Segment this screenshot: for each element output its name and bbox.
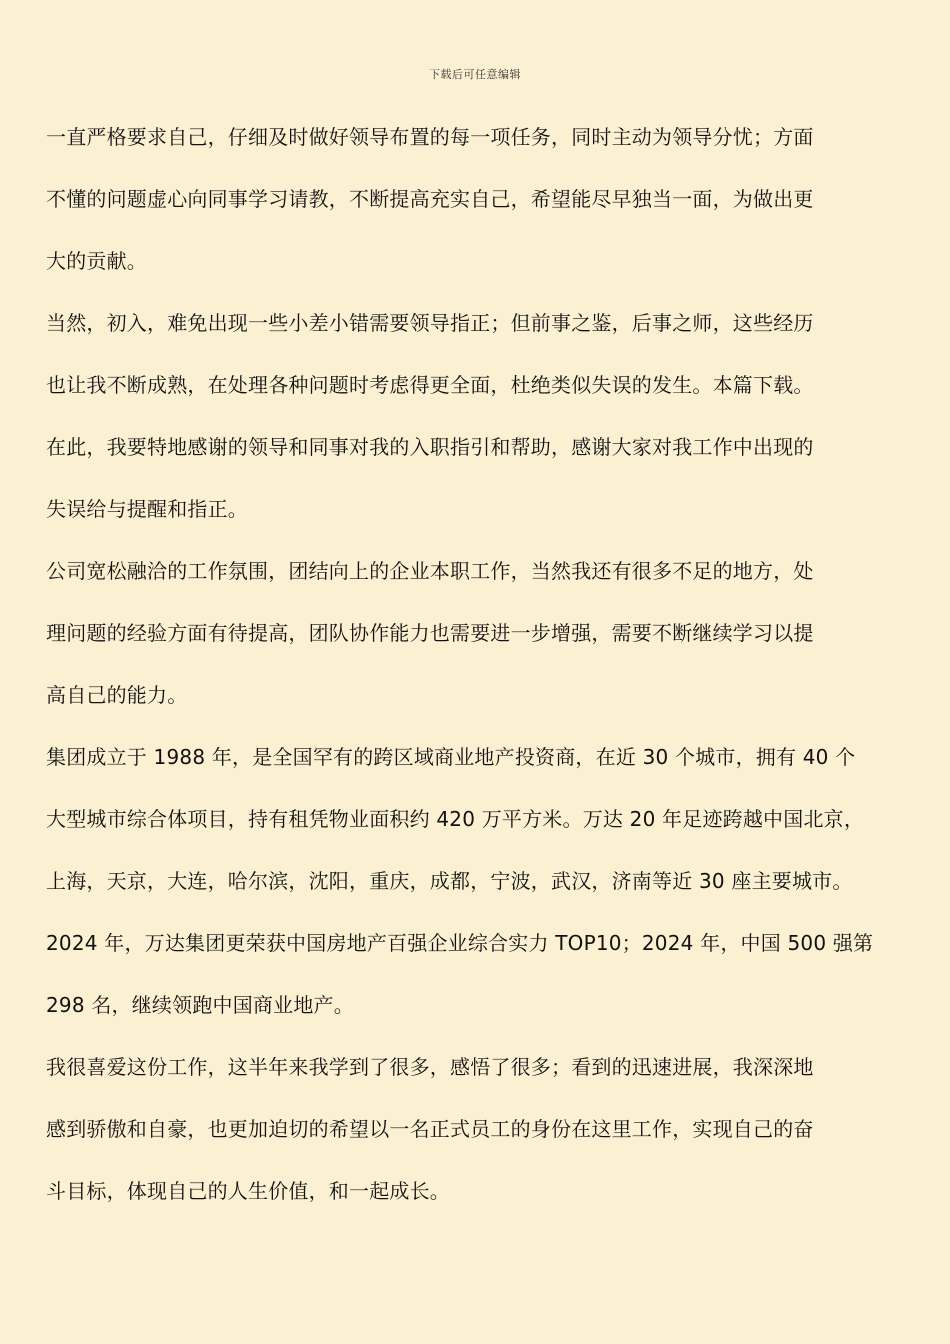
text-line: 高自己的能力。 xyxy=(46,683,188,707)
text-line: 当然，初入，难免出现一些小差小错需要领导指正；但前事之鉴，后事之师，这些经历 xyxy=(46,311,814,335)
text-line: 理问题的经验方面有待提高，团队协作能力也需要进一步增强，需要不断继续学习以提 xyxy=(46,621,814,645)
text-line: 一直严格要求自己，仔细及时做好领导布置的每一项任务，同时主动为领导分忧；方面 xyxy=(46,125,814,149)
text-line: 2024 年，万达集团更荣获中国房地产百强企业综合实力 TOP10；2024 年，中国 500 强第 xyxy=(46,931,874,955)
text-line: 失误给与提醒和指正。 xyxy=(46,497,248,521)
text-line: 在此，我要特地感谢的领导和同事对我的入职指引和帮助，感谢大家对我工作中出现的 xyxy=(46,435,814,459)
text-line: 公司宽松融洽的工作氛围，团结向上的企业本职工作，当然我还有很多不足的地方，处 xyxy=(46,559,814,583)
text-line: 集团成立于 1988 年，是全国罕有的跨区域商业地产投资商，在近 30 个城市，拥有 40 个 xyxy=(46,745,856,769)
text-line: 也让我不断成熟，在处理各种问题时考虑得更全面，杜绝类似失误的发生。本篇下载。 xyxy=(46,373,814,397)
text-line: 大型城市综合体项目，持有租凭物业面积约 420 万平方米。万达 20 年足迹跨越中国北京， xyxy=(46,807,865,831)
document-body xyxy=(46,106,906,1222)
text-line: 不懂的问题虚心向同事学习请教，不断提高充实自己，希望能尽早独当一面，为做出更 xyxy=(46,187,814,211)
page-header: 下载后可任意编辑 xyxy=(429,68,521,81)
text-line: 298 名，继续领跑中国商业地产。 xyxy=(46,993,354,1017)
text-line: 我很喜爱这份工作，这半年来我学到了很多，感悟了很多；看到的迅速进展，我深深地 xyxy=(46,1055,814,1079)
text-line: 大的贡献。 xyxy=(46,249,147,273)
text-line: 感到骄傲和自豪，也更加迫切的希望以一名正式员工的身份在这里工作，实现自己的奋 xyxy=(46,1117,814,1141)
text-line: 上海，天京，大连，哈尔滨，沈阳，重庆，成都，宁波，武汉，济南等近 30 座主要城市。 xyxy=(46,869,853,893)
text-line: 斗目标，体现自己的人生价值，和一起成长。 xyxy=(46,1179,450,1203)
